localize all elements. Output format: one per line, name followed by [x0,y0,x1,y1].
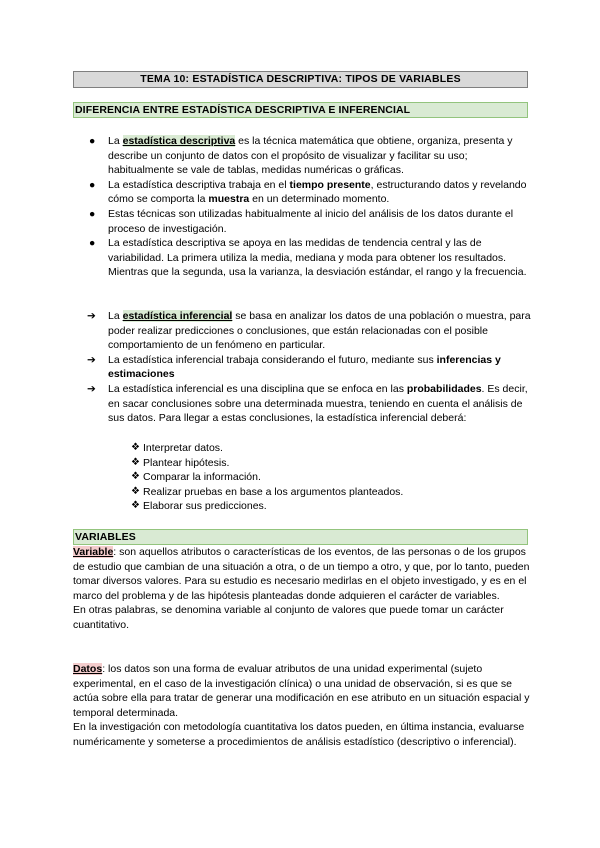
list-item: ➔ La estadística inferencial trabaja considerando el futuro, mediante sus inferencias y estimaciones [87,353,501,381]
diamond-icon: ❖ [131,485,140,497]
list-item: ➔ La estadística inferencial es una disciplina que se enfoca en las probabilidades. Es decir, en sacar conclusiones sobre una determinada muestra, teniendo en cuenta el análisis de sus datos. Para llegar a estas conclusiones, la estadística inferencial deberá: [87,382,528,425]
list-item: ● Estas técnicas son utilizadas habitualmente al inicio del análisis de los datos durante el proceso de investigación. [89,207,514,235]
steps-list [73,441,533,514]
step-item: ❖ Plantear hipótesis. [131,456,230,469]
inferential-list [73,309,533,426]
term-descriptive: estadística descriptiva [122,135,236,147]
list-item: ● La estadística descriptiva es la técnica matemática que obtiene, organiza, presenta y describe un conjunto de datos con el propósito de visualizar y facilitar su uso; habitualmente se vale de tablas, medidas numéricas o gráficas. [89,135,513,177]
diamond-icon: ❖ [131,456,140,468]
section-heading-differences: DIFERENCIA ENTRE ESTADÍSTICA DESCRIPTIVA E INFERENCIAL [73,102,528,118]
bullet-icon: ● [89,178,96,191]
list-item: ➔ La estadística inferencial se basa en analizar los datos de una población o muestra, para poder realizar predicciones o conclusiones, que están relacionadas con el posible comportamiento de un fenómeno en particular. [87,310,531,352]
datos-paragraph: Datos: los datos son una forma de evaluar atributos de una unidad experimental (sujeto experimental, en el caso de la investigación clínica) o una unidad de observación, si es que se actúa sobre ella para tratar de generar una modificación en ese atributo en un situación espacial y temporal determinada. En la investigación con metodología cuantitativa los datos pueden, en última instancia, evaluarse numéricamente y someterse a procedimientos de análisis estadístico (descriptivo o inferencial). [73,663,530,748]
term-inferential: estadística inferencial [122,310,233,322]
diamond-icon: ❖ [131,442,140,453]
list-item: ● La estadística descriptiva trabaja en el tiempo presente, estructurando datos y revelando cómo se comporta la muestra en un determinado momento. [89,178,527,206]
variable-paragraph: Variable: son aquellos atributos o características de los eventos, de las personas o de los grupos de estudio que cambian de una situación a otra, o de un tiempo a otro, y que, por lo tanto, pueden tomar diversos valores. Para su estudio es necesario medirlas en el objeto investigado, y es en el marco del problema y de las hipótesis planteadas donde adquieren el carácter de variables. En otras palabras, se denomina variable al conjunto de valores que puede tomar un carácter cuantitativo. [73,546,530,631]
diamond-icon: ❖ [131,471,140,483]
arrow-icon: ➔ [87,353,96,366]
step-item: ❖ Interpretar datos. [131,442,223,454]
list-item: ● La estadística descriptiva se apoya en las medidas de tendencia central y las de variabilidad. La primera utiliza la media, mediana y moda para obtener los resultados. Mientras que la segunda, usa la varianza, la desviación estándar, el rango y la frecuencia. [89,237,527,279]
step-item: ❖ Realizar pruebas en base a los argumentos planteados. [131,485,404,498]
term-variable: Variable [73,546,114,558]
bullet-icon: ● [89,237,96,250]
diamond-icon: ❖ [131,500,140,512]
term-datos: Datos [73,663,103,675]
section-heading-variables: VARIABLES [73,529,528,545]
descriptive-list [73,134,533,280]
bullet-icon: ● [89,135,96,147]
step-item: ❖ Comparar la información. [131,471,261,484]
arrow-icon: ➔ [87,310,96,322]
step-item: ❖ Elaborar sus predicciones. [131,500,267,513]
bullet-icon: ● [89,207,96,220]
arrow-icon: ➔ [87,382,96,395]
page-title: TEMA 10: ESTADÍSTICA DESCRIPTIVA: TIPOS DE VARIABLES [73,71,528,88]
